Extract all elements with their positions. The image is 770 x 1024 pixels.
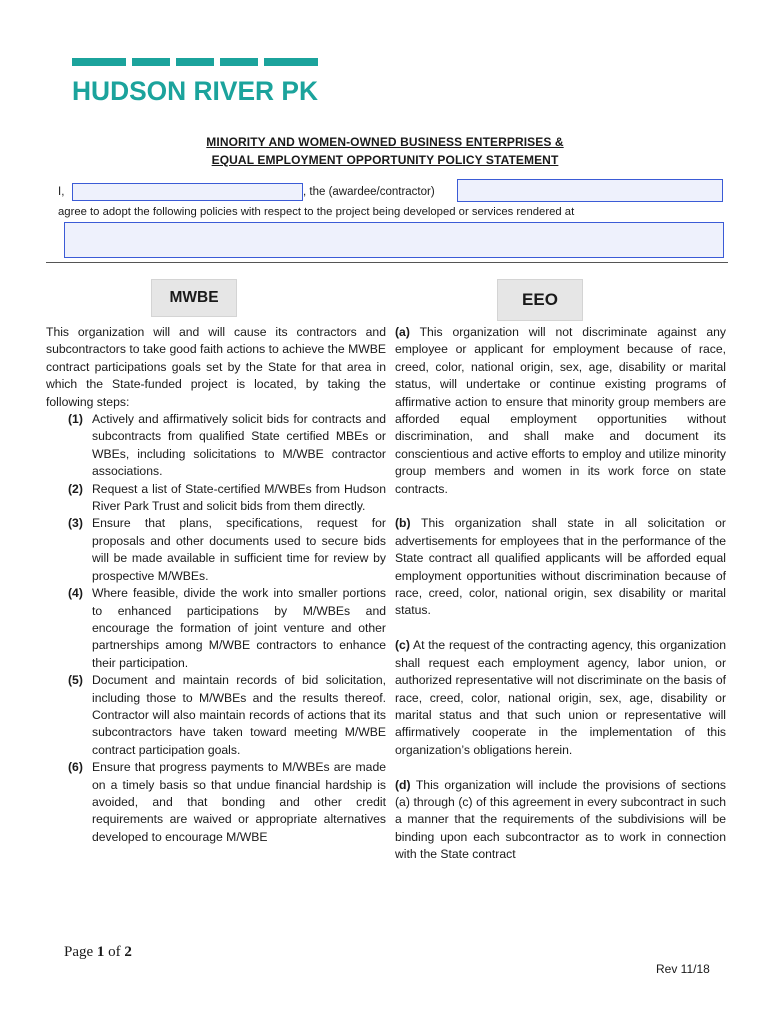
eeo-paragraph-d xyxy=(395,777,726,864)
step-text: Where feasible, divide the work into smaller portions to enhanced participations by M/WBEs and encourage the formation of joint venture and other partnerships among M/WBE contractors to enhance their participation. xyxy=(92,586,386,670)
step-text: Request a list of State-certified M/WBEs from Hudson River Park Trust and solicit bids from them directly. xyxy=(92,481,386,514)
intro-prefix: I, xyxy=(58,186,65,198)
mwbe-steps-list xyxy=(46,411,386,846)
title-line-1: MINORITY AND WOMEN-OWNED BUSINESS ENTERPRISES & xyxy=(206,135,564,149)
page-total: 2 xyxy=(124,944,132,960)
page-of: of xyxy=(104,944,125,960)
para-text: At the request of the contracting agency, this organization shall request each employment agency, labor union, or authorized representative will not discriminate on the basis of race, creed, color, national origin, sex, age, disability or marital status and that such union or representative will affirmatively cooperate in the implementation of this organization’s obligations herein. xyxy=(395,638,726,757)
step-number: (3) xyxy=(68,516,83,531)
list-item xyxy=(46,481,386,516)
page-prefix: Page xyxy=(64,944,97,960)
page-current: 1 xyxy=(96,944,105,960)
mwbe-heading: MWBE xyxy=(151,279,237,317)
eeo-heading: EEO xyxy=(497,279,583,321)
para-label: (c) xyxy=(395,638,410,653)
para-label: (a) xyxy=(395,325,410,339)
para-text: This organization shall state in all solicitation or advertisements for employees that in the performance of the State contract all qualified applicants will be afforded equal employment opportunities without discrimination because of race, creed, color, national origin, sex disability or marital status. xyxy=(395,516,726,618)
para-text: This organization will include the provisions of sections (a) through (c) of this agreement in every subcontract in such a manner that the requirements of the subdivisions will be binding upon each subcontractor as to work in connection with the State contract xyxy=(395,777,726,862)
step-text: Ensure that progress payments to M/WBEs are made on a timely basis so that undue financial hardship is avoided, and that bonding and other credit requirements are waived or appropriate alternatives developed to encourage M/WBE xyxy=(92,760,386,844)
awardee-contractor-field[interactable] xyxy=(457,179,723,202)
para-text: This organization will not discriminate against any employee or applicant for employment because of race, creed, color, national origin, sex, age, disability or marital status, will undertake or continue existing programs of affirmative action to ensure that minority group members are afforded equal employment opportunities without discrimination, and shall make and document its conscientious and active efforts to employ and utilize minority group members and women in its work force on state contracts. xyxy=(395,325,727,496)
step-number: (4) xyxy=(68,586,83,601)
para-label: (b) xyxy=(395,516,411,531)
intro-middle: , the (awardee/contractor) xyxy=(303,186,435,198)
name-field[interactable] xyxy=(72,183,303,201)
list-item xyxy=(46,672,386,759)
para-label: (d) xyxy=(395,777,411,792)
page-number xyxy=(64,944,132,961)
mwbe-intro: This organization will and will cause its contractors and subcontractors to take good faith actions to achieve the MWBE contract participations goals set by the State for that area in which the State-funded project is located, by taking the following steps: xyxy=(46,325,386,409)
list-item xyxy=(46,515,386,585)
step-text: Ensure that plans, specifications, request for proposals and other documents used to secure bids will be made available in sufficient time for review by prospective M/WBEs. xyxy=(92,516,386,583)
hudson-river-park-logo xyxy=(72,56,322,104)
list-item xyxy=(46,411,386,481)
step-text: Actively and affirmatively solicit bids for contracts and subcontracts from qualified State certified MBEs or WBEs, including solicitations to M/WBE contractor associations. xyxy=(92,412,386,479)
project-location-field[interactable] xyxy=(64,222,724,258)
step-number: (1) xyxy=(68,412,83,427)
title-line-2: EQUAL EMPLOYMENT OPPORTUNITY POLICY STATEMENT xyxy=(211,153,559,167)
step-number: (2) xyxy=(68,481,83,496)
revision-label: Rev 11/18 xyxy=(656,962,710,976)
eeo-paragraph-a xyxy=(395,324,726,498)
eeo-paragraph-b xyxy=(395,515,726,619)
step-number: (5) xyxy=(68,673,83,688)
divider xyxy=(46,262,728,263)
list-item xyxy=(46,585,386,672)
eeo-paragraph-c xyxy=(395,637,726,759)
intro-line-2: agree to adopt the following policies with respect to the project being developed or services rendered at xyxy=(58,206,575,218)
list-item xyxy=(46,759,386,846)
step-text: Document and maintain records of bid solicitation, including those to M/WBEs and the results thereof. Contractor will also maintain records of actions that its subcontractors have taken toward meeting M/WBE contract participation goals. xyxy=(92,673,386,757)
logo-text: HUDSON RIVER PK xyxy=(72,76,319,104)
eeo-column xyxy=(395,324,726,881)
step-number: (6) xyxy=(68,760,83,775)
mwbe-column xyxy=(46,324,386,846)
